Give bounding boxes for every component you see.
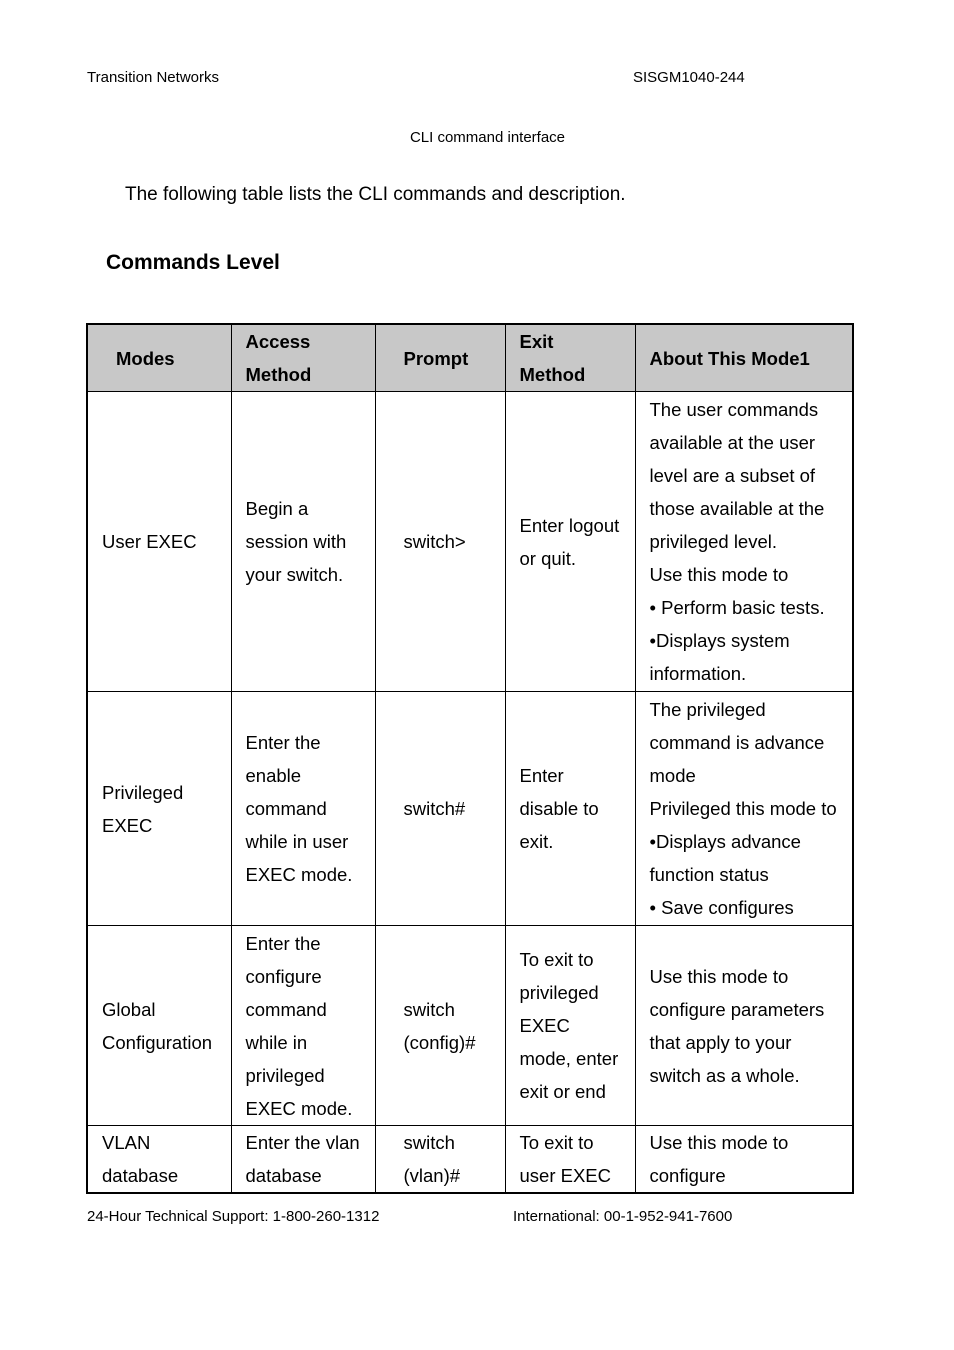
commands-table bbox=[86, 323, 854, 1194]
cell-mode: Global Configuration bbox=[87, 926, 231, 1126]
cell-mode: Privileged EXEC bbox=[87, 692, 231, 926]
cell-prompt: switch# bbox=[375, 692, 505, 926]
cell-about: Use this mode to configure parameters that apply to your switch as a whole. bbox=[635, 926, 853, 1126]
footer-international: International: 00-1-952-941-7600 bbox=[513, 1208, 733, 1225]
cell-prompt: switch (config)# bbox=[375, 926, 505, 1126]
footer-support: 24-Hour Technical Support: 1-800-260-1312 bbox=[87, 1208, 380, 1225]
table-header-row bbox=[87, 324, 853, 392]
cell-access-method: Enter the vlan database bbox=[231, 1126, 375, 1194]
cell-about: Use this mode to configure bbox=[635, 1126, 853, 1194]
cell-access-method: Enter the enable command while in user EXEC mode. bbox=[231, 692, 375, 926]
cell-exit-method: Enter logout or quit. bbox=[505, 392, 635, 692]
table-row bbox=[87, 392, 853, 692]
cell-exit-method: To exit to privileged EXEC mode, enter exit or end bbox=[505, 926, 635, 1126]
table-row bbox=[87, 1126, 853, 1194]
cell-access-method: Begin a session with your switch. bbox=[231, 392, 375, 692]
header-doc-id: SISGM1040-244 bbox=[633, 69, 745, 86]
cell-about: The user commands available at the user level are a subset of those available at the privileged level. Use this mode to • Perform basic tests. •Displays system information. bbox=[635, 392, 853, 692]
cell-mode: User EXEC bbox=[87, 392, 231, 692]
section-title: CLI command interface bbox=[409, 129, 566, 146]
column-header-about: About This Mode1 bbox=[635, 324, 853, 392]
cell-about: The privileged command is advance mode Privileged this mode to •Displays advance function status • Save configures bbox=[635, 692, 853, 926]
cell-exit-method: Enter disable to exit. bbox=[505, 692, 635, 926]
table-row bbox=[87, 692, 853, 926]
column-header-access-method: Access Method bbox=[231, 324, 375, 392]
cell-mode: VLAN database bbox=[87, 1126, 231, 1194]
cell-exit-method: To exit to user EXEC bbox=[505, 1126, 635, 1194]
cell-prompt: switch> bbox=[375, 392, 505, 692]
column-header-exit-method: Exit Method bbox=[505, 324, 635, 392]
header-company: Transition Networks bbox=[87, 69, 219, 86]
cell-access-method: Enter the configure command while in privileged EXEC mode. bbox=[231, 926, 375, 1126]
cell-prompt: switch (vlan)# bbox=[375, 1126, 505, 1194]
table-row bbox=[87, 926, 853, 1126]
commands-level-heading: Commands Level bbox=[106, 251, 280, 274]
column-header-prompt: Prompt bbox=[375, 324, 505, 392]
intro-paragraph: The following table lists the CLI commands and description. bbox=[125, 184, 626, 205]
column-header-modes: Modes bbox=[87, 324, 231, 392]
